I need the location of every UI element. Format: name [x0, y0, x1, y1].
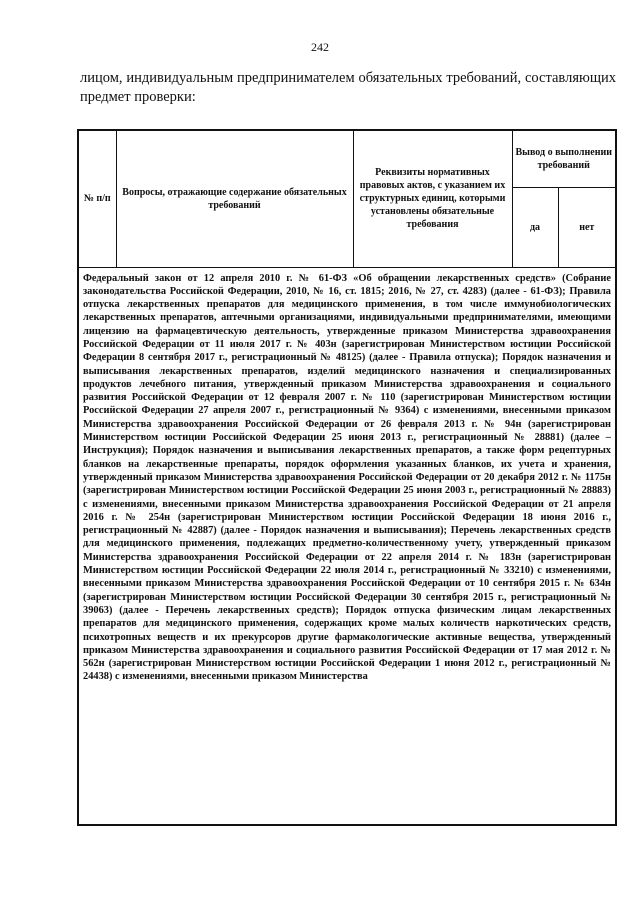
header-questions: Вопросы, отражающие содержание обязательных требований [116, 130, 353, 267]
table-row [78, 267, 616, 825]
header-yes: да [512, 187, 558, 267]
header-no: нет [558, 187, 616, 267]
page-number: 242 [311, 40, 329, 54]
requirements-table [77, 129, 617, 826]
intro-paragraph: лицом, индивидуальным предпринимателем обязательных требований, составляющих предмет проверки: [80, 70, 616, 105]
law-text: Федеральный закон от 12 апреля 2010 г. № 61-ФЗ «Об обращении лекарственных средств» (Собрание законодательства Российской Федерации, 2010, № 16, ст. 1815; 2016, № 27, ст. 4283) (далее - 61-ФЗ); Правила отпуска лекарственных препаратов для медицинского применения, в том числе иммунобиологических лекарственных препаратов, аптечными организациями, индивидуальными предпринимателями, имеющими лицензию на фармацевтическую деятельность, утвержденные приказом Министерства здравоохранения Российской Федерации от 11 июля 2017 г. № 403н (зарегистрирован Министерством юстиции Российской Федерации 8 сентября 2017 г., регистрационный № 48125) (далее - Правила отпуска); Порядок назначения и выписывания лекарственных препаратов, изделий медицинского назначения и специализированных продуктов лечебного питания, утвержденный приказом Министерства здравоохранения и социального развития Российской Федерации от 12 февраля 2007 г. № 110 (зарегистрирован Министерством юстиции Российской Федерации 27 апреля 2007 г., регистрационный № 9364) с изменениями, внесенными приказом Министерства здравоохранения Российской Федерации от 26 февраля 2013 г. № 94н (зарегистрирован Министерством юстиции Российской Федерации 25 июня 2013 г., регистрационный № 28881) (далее – Инструкция); Порядок назначения и выписывания лекарственных препаратов, а также форм рецептурных бланков на лекарственные препараты, порядок оформления указанных бланков, их учета и хранения, утвержденный приказом Министерства здравоохранения Российской Федерации от 20 декабря 2012 г. № 1175н (зарегистрирован Министерством юстиции Российской Федерации 25 июня 2003 г., регистрационный № 28883) с изменениями, внесенными приказом Министерства здравоохранения Российской Федерации от 21 апреля 2016 г. № 254н (зарегистрирован Министерством юстиции Российской Федерации 18 июня 2016 г., регистрационный № 42887) (далее - Порядок назначения и выписывания); Перечень лекарственных средств для медицинского применения, подлежащих предметно-количественному учету, утвержденный приказом Министерства здравоохранения Российской Федерации от 22 апреля 2014 г. № 183н (зарегистрирован Министерством юстиции Российской Федерации 22 июля 2014 г., регистрационный № 33210) с изменениями, внесенными приказом Министерства здравоохранения Российской Федерации от 10 сентября 2015 г. № 634н (зарегистрирован Министерством юстиции Российской Федерации 30 сентября 2015 г., регистрационный № 39063) (далее - Перечень лекарственных средств); Порядок отпуска физическим лицам лекарственных препаратов для медицинского применения, содержащих кроме малых количеств наркотических средств, психотропных веществ и их прекурсоров другие фармакологические активные вещества, утвержденный приказом Министерства здравоохранения и социального развития Российской Федерации от 17 мая 2012 г. № 562н (зарегистрирован Министерством юстиции Российской Федерации 1 июня 2012 г., регистрационный № 24438) с изменениями, внесенными приказом Министерства [83, 272, 612, 683]
header-conclusion: Вывод о выполнении требований [512, 130, 616, 187]
header-requisites: Реквизиты нормативных правовых актов, с указанием их структурных единиц, которыми установлены обязательные требования [353, 130, 512, 267]
table-header-row [78, 130, 616, 187]
header-number: № п/п [78, 130, 116, 267]
law-text-cell [78, 267, 616, 825]
